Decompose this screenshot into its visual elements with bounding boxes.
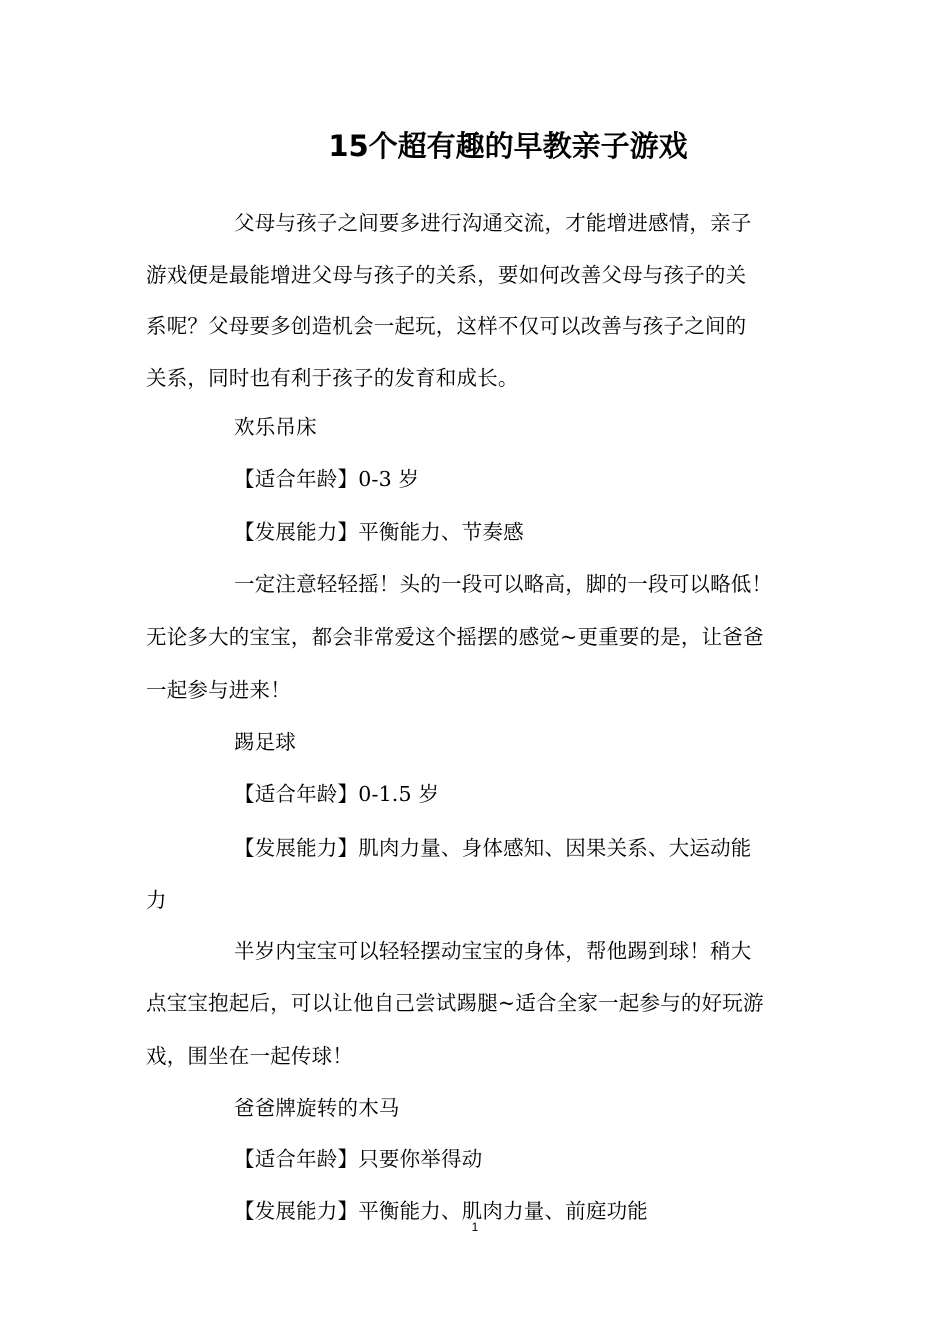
- game-ability: 力: [146, 888, 167, 912]
- intro-paragraph-line: 关系，同时也有利于孩子的发育和成长。: [146, 366, 519, 390]
- game-description-line: 点宝宝抱起后，可以让他自己尝试踢腿~适合全家一起参与的好玩游: [146, 991, 764, 1015]
- document-title: 15个超有趣的早教亲子游戏: [328, 129, 688, 163]
- game-age: 【适合年龄】0-3 岁: [234, 467, 420, 491]
- intro-paragraph-line: 系呢？父母要多创造机会一起玩，这样不仅可以改善与孩子之间的: [146, 314, 747, 338]
- game-age: 【适合年龄】只要你举得动: [234, 1147, 483, 1171]
- game-description-line: 半岁内宝宝可以轻轻摆动宝宝的身体，帮他踢到球！稍大: [234, 939, 752, 963]
- game-description-line: 无论多大的宝宝，都会非常爱这个摇摆的感觉~更重要的是，让爸爸: [146, 625, 764, 649]
- game-ability: 【发展能力】平衡能力、肌肉力量、前庭功能: [234, 1199, 648, 1223]
- game-ability: 【发展能力】平衡能力、节奏感: [234, 520, 524, 544]
- page-number: 1: [471, 1220, 479, 1234]
- game-description-line: 一定注意轻轻摇！头的一段可以略高，脚的一段可以略低！: [234, 572, 773, 596]
- intro-paragraph-line: 父母与孩子之间要多进行沟通交流，才能增进感情，亲子: [234, 211, 752, 235]
- game-age: 【适合年龄】0-1.5 岁: [234, 782, 440, 806]
- game-description-line: 戏，围坐在一起传球！: [146, 1044, 353, 1068]
- game-name: 踢足球: [234, 730, 297, 754]
- intro-paragraph-line: 游戏便是最能增进父母与孩子的关系，要如何改善父母与孩子的关: [146, 263, 747, 287]
- game-description-line: 一起参与进来！: [146, 678, 291, 702]
- game-ability: 【发展能力】肌肉力量、身体感知、因果关系、大运动能: [234, 836, 752, 860]
- game-name: 爸爸牌旋转的木马: [234, 1096, 400, 1120]
- game-name: 欢乐吊床: [234, 415, 317, 439]
